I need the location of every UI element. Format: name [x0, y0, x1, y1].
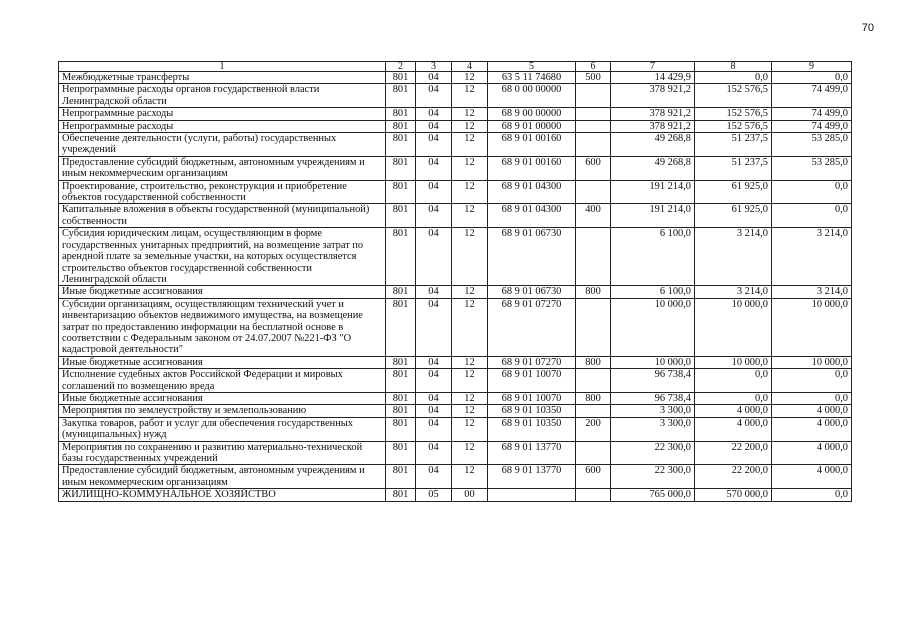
row-name-cell: Иные бюджетные ассигнования	[59, 356, 386, 368]
ministry-code-cell: 801	[386, 405, 416, 417]
section-code-cell: 04	[416, 108, 452, 120]
expense-type-cell	[576, 228, 611, 286]
ministry-code-cell: 801	[386, 356, 416, 368]
subsection-code-cell: 12	[452, 369, 488, 393]
target-article-cell: 68 9 01 00160	[488, 133, 576, 157]
row-name-cell: Иные бюджетные ассигнования	[59, 392, 386, 404]
target-article-cell: 68 0 00 00000	[488, 84, 576, 108]
subsection-code-cell: 12	[452, 405, 488, 417]
subsection-code-cell: 12	[452, 356, 488, 368]
amount-year1-cell: 3 300,0	[611, 405, 695, 417]
table-row	[59, 465, 852, 489]
subsection-code-cell: 00	[452, 489, 488, 501]
target-article-cell: 68 9 01 06730	[488, 228, 576, 286]
table-row	[59, 108, 852, 120]
amount-year1-cell: 6 100,0	[611, 286, 695, 298]
ministry-code-cell: 801	[386, 369, 416, 393]
amount-year2-cell: 152 576,5	[695, 84, 772, 108]
amount-year2-cell: 22 200,0	[695, 441, 772, 465]
amount-year1-cell: 10 000,0	[611, 298, 695, 356]
header-cell: 2	[386, 62, 416, 72]
expense-type-cell: 800	[576, 356, 611, 368]
table-row	[59, 405, 852, 417]
section-code-cell: 04	[416, 356, 452, 368]
target-article-cell: 68 9 01 10350	[488, 405, 576, 417]
ministry-code-cell: 801	[386, 108, 416, 120]
amount-year1-cell: 378 921,2	[611, 120, 695, 132]
budget-table	[58, 61, 852, 502]
row-name-cell: Исполнение судебных актов Российской Федерации и мировых соглашений по возмещению вреда	[59, 369, 386, 393]
expense-type-cell	[576, 180, 611, 204]
expense-type-cell	[576, 108, 611, 120]
target-article-cell: 68 9 01 10070	[488, 369, 576, 393]
header-cell: 5	[488, 62, 576, 72]
section-code-cell: 04	[416, 286, 452, 298]
row-name-cell: Субсидии организациям, осуществляющим технический учет и инвентаризацию объектов недвижимого имущества, на возмещение затрат по предоставлению информации на бесплатной основе в соответствии с Федеральным законом от 24.07.2007 №221-ФЗ "О кадастровой деятельности"	[59, 298, 386, 356]
section-code-cell: 04	[416, 417, 452, 441]
amount-year3-cell: 0,0	[772, 369, 852, 393]
target-article-cell: 68 9 01 04300	[488, 204, 576, 228]
row-name-cell: ЖИЛИЩНО-КОММУНАЛЬНОЕ ХОЗЯЙСТВО	[59, 489, 386, 501]
amount-year2-cell: 152 576,5	[695, 120, 772, 132]
table-row	[59, 441, 852, 465]
amount-year1-cell: 96 738,4	[611, 392, 695, 404]
amount-year1-cell: 3 300,0	[611, 417, 695, 441]
amount-year1-cell: 378 921,2	[611, 84, 695, 108]
amount-year1-cell: 378 921,2	[611, 108, 695, 120]
expense-type-cell: 500	[576, 72, 611, 84]
section-code-cell: 04	[416, 120, 452, 132]
amount-year3-cell: 53 285,0	[772, 156, 852, 180]
ministry-code-cell: 801	[386, 298, 416, 356]
expense-type-cell	[576, 298, 611, 356]
header-cell: 6	[576, 62, 611, 72]
target-article-cell: 68 9 01 13770	[488, 465, 576, 489]
table-row	[59, 84, 852, 108]
expense-type-cell	[576, 441, 611, 465]
subsection-code-cell: 12	[452, 392, 488, 404]
ministry-code-cell: 801	[386, 204, 416, 228]
table-row	[59, 120, 852, 132]
page-number: 70	[861, 22, 874, 34]
subsection-code-cell: 12	[452, 286, 488, 298]
subsection-code-cell: 12	[452, 84, 488, 108]
amount-year1-cell: 191 214,0	[611, 204, 695, 228]
ministry-code-cell: 801	[386, 489, 416, 501]
row-name-cell: Капитальные вложения в объекты государственной (муниципальной) собственности	[59, 204, 386, 228]
table-row	[59, 392, 852, 404]
section-code-cell: 04	[416, 298, 452, 356]
expense-type-cell: 600	[576, 156, 611, 180]
table-row	[59, 356, 852, 368]
amount-year2-cell: 10 000,0	[695, 356, 772, 368]
amount-year2-cell: 0,0	[695, 369, 772, 393]
expense-type-cell	[576, 84, 611, 108]
expense-type-cell: 400	[576, 204, 611, 228]
ministry-code-cell: 801	[386, 133, 416, 157]
ministry-code-cell: 801	[386, 156, 416, 180]
ministry-code-cell: 801	[386, 72, 416, 84]
target-article-cell: 68 9 01 07270	[488, 298, 576, 356]
amount-year1-cell: 22 300,0	[611, 465, 695, 489]
amount-year2-cell: 152 576,5	[695, 108, 772, 120]
ministry-code-cell: 801	[386, 120, 416, 132]
amount-year2-cell: 3 214,0	[695, 286, 772, 298]
row-name-cell: Непрограммные расходы	[59, 120, 386, 132]
amount-year3-cell: 3 214,0	[772, 286, 852, 298]
section-code-cell: 04	[416, 405, 452, 417]
row-name-cell: Проектирование, строительство, реконструкция и приобретение объектов государственной собственности	[59, 180, 386, 204]
amount-year1-cell: 765 000,0	[611, 489, 695, 501]
target-article-cell: 68 9 01 10070	[488, 392, 576, 404]
amount-year3-cell: 53 285,0	[772, 133, 852, 157]
target-article-cell: 68 9 01 13770	[488, 441, 576, 465]
expense-type-cell	[576, 369, 611, 393]
section-code-cell: 04	[416, 72, 452, 84]
amount-year2-cell: 570 000,0	[695, 489, 772, 501]
amount-year2-cell: 0,0	[695, 72, 772, 84]
amount-year3-cell: 4 000,0	[772, 441, 852, 465]
row-name-cell: Мероприятия по сохранению и развитию материально-технической базы государственных учреждений	[59, 441, 386, 465]
amount-year3-cell: 74 499,0	[772, 108, 852, 120]
amount-year3-cell: 0,0	[772, 204, 852, 228]
header-cell: 8	[695, 62, 772, 72]
section-code-cell: 04	[416, 84, 452, 108]
amount-year1-cell: 10 000,0	[611, 356, 695, 368]
amount-year2-cell: 4 000,0	[695, 417, 772, 441]
amount-year2-cell: 61 925,0	[695, 204, 772, 228]
row-name-cell: Мероприятия по землеустройству и землепользованию	[59, 405, 386, 417]
table-row	[59, 204, 852, 228]
target-article-cell: 68 9 01 00160	[488, 156, 576, 180]
row-name-cell: Предоставление субсидий бюджетным, автономным учреждениям и иным некоммерческим организациям	[59, 465, 386, 489]
subsection-code-cell: 12	[452, 120, 488, 132]
section-code-cell: 04	[416, 133, 452, 157]
header-cell: 3	[416, 62, 452, 72]
table-row	[59, 369, 852, 393]
expense-type-cell	[576, 133, 611, 157]
subsection-code-cell: 12	[452, 180, 488, 204]
subsection-code-cell: 12	[452, 417, 488, 441]
table-row	[59, 489, 852, 501]
subsection-code-cell: 12	[452, 72, 488, 84]
expense-type-cell: 600	[576, 465, 611, 489]
amount-year1-cell: 49 268,8	[611, 133, 695, 157]
target-article-cell: 68 9 01 00000	[488, 120, 576, 132]
ministry-code-cell: 801	[386, 180, 416, 204]
ministry-code-cell: 801	[386, 417, 416, 441]
table-row	[59, 298, 852, 356]
target-article-cell: 68 9 01 07270	[488, 356, 576, 368]
ministry-code-cell: 801	[386, 286, 416, 298]
amount-year3-cell: 74 499,0	[772, 84, 852, 108]
row-name-cell: Иные бюджетные ассигнования	[59, 286, 386, 298]
subsection-code-cell: 12	[452, 298, 488, 356]
section-code-cell: 04	[416, 228, 452, 286]
subsection-code-cell: 12	[452, 156, 488, 180]
ministry-code-cell: 801	[386, 392, 416, 404]
target-article-cell: 68 9 01 06730	[488, 286, 576, 298]
subsection-code-cell: 12	[452, 204, 488, 228]
row-name-cell: Субсидия юридическим лицам, осуществляющим в форме государственных унитарных предприятий, на возмещение затрат по арендной плате за земельные участки, на которых осуществляется строительство объектов государственной собственности Ленинградской области	[59, 228, 386, 286]
header-cell: 4	[452, 62, 488, 72]
expense-type-cell	[576, 120, 611, 132]
table-row	[59, 133, 852, 157]
ministry-code-cell: 801	[386, 465, 416, 489]
section-code-cell: 04	[416, 204, 452, 228]
subsection-code-cell: 12	[452, 441, 488, 465]
row-name-cell: Непрограммные расходы	[59, 108, 386, 120]
amount-year1-cell: 96 738,4	[611, 369, 695, 393]
amount-year2-cell: 0,0	[695, 392, 772, 404]
amount-year1-cell: 191 214,0	[611, 180, 695, 204]
target-article-cell: 68 9 01 10350	[488, 417, 576, 441]
target-article-cell: 68 9 01 04300	[488, 180, 576, 204]
header-cell: 7	[611, 62, 695, 72]
row-name-cell: Закупка товаров, работ и услуг для обеспечения государственных (муниципальных) нужд	[59, 417, 386, 441]
section-code-cell: 04	[416, 180, 452, 204]
table-row	[59, 228, 852, 286]
amount-year3-cell: 3 214,0	[772, 228, 852, 286]
table-row	[59, 156, 852, 180]
header-cell: 9	[772, 62, 852, 72]
subsection-code-cell: 12	[452, 228, 488, 286]
section-code-cell: 04	[416, 441, 452, 465]
amount-year2-cell: 4 000,0	[695, 405, 772, 417]
expense-type-cell: 800	[576, 286, 611, 298]
section-code-cell: 04	[416, 465, 452, 489]
target-article-cell	[488, 489, 576, 501]
row-name-cell: Межбюджетные трансферты	[59, 72, 386, 84]
amount-year2-cell: 3 214,0	[695, 228, 772, 286]
ministry-code-cell: 801	[386, 441, 416, 465]
amount-year2-cell: 51 237,5	[695, 133, 772, 157]
amount-year2-cell: 22 200,0	[695, 465, 772, 489]
amount-year3-cell: 0,0	[772, 489, 852, 501]
subsection-code-cell: 12	[452, 108, 488, 120]
expense-type-cell	[576, 489, 611, 501]
amount-year2-cell: 51 237,5	[695, 156, 772, 180]
table-row	[59, 72, 852, 84]
amount-year3-cell: 4 000,0	[772, 465, 852, 489]
amount-year3-cell: 74 499,0	[772, 120, 852, 132]
amount-year3-cell: 0,0	[772, 392, 852, 404]
table-row	[59, 286, 852, 298]
amount-year2-cell: 61 925,0	[695, 180, 772, 204]
subsection-code-cell: 12	[452, 465, 488, 489]
ministry-code-cell: 801	[386, 228, 416, 286]
section-code-cell: 04	[416, 392, 452, 404]
expense-type-cell: 200	[576, 417, 611, 441]
row-name-cell: Непрограммные расходы органов государственной власти Ленинградской области	[59, 84, 386, 108]
table-row	[59, 417, 852, 441]
amount-year3-cell: 4 000,0	[772, 417, 852, 441]
amount-year1-cell: 6 100,0	[611, 228, 695, 286]
target-article-cell: 68 9 00 00000	[488, 108, 576, 120]
row-name-cell: Предоставление субсидий бюджетным, автономным учреждениям и иным некоммерческим организациям	[59, 156, 386, 180]
amount-year3-cell: 10 000,0	[772, 298, 852, 356]
ministry-code-cell: 801	[386, 84, 416, 108]
row-name-cell: Обеспечение деятельности (услуги, работы) государственных учреждений	[59, 133, 386, 157]
table-row	[59, 180, 852, 204]
header-cell: 1	[59, 62, 386, 72]
section-code-cell: 04	[416, 369, 452, 393]
amount-year3-cell: 10 000,0	[772, 356, 852, 368]
subsection-code-cell: 12	[452, 133, 488, 157]
amount-year3-cell: 0,0	[772, 180, 852, 204]
target-article-cell: 63 5 11 74680	[488, 72, 576, 84]
header-row	[59, 62, 852, 72]
amount-year2-cell: 10 000,0	[695, 298, 772, 356]
amount-year3-cell: 0,0	[772, 72, 852, 84]
expense-type-cell	[576, 405, 611, 417]
section-code-cell: 04	[416, 156, 452, 180]
expense-type-cell: 800	[576, 392, 611, 404]
amount-year3-cell: 4 000,0	[772, 405, 852, 417]
section-code-cell: 05	[416, 489, 452, 501]
amount-year1-cell: 22 300,0	[611, 441, 695, 465]
amount-year1-cell: 49 268,8	[611, 156, 695, 180]
amount-year1-cell: 14 429,9	[611, 72, 695, 84]
